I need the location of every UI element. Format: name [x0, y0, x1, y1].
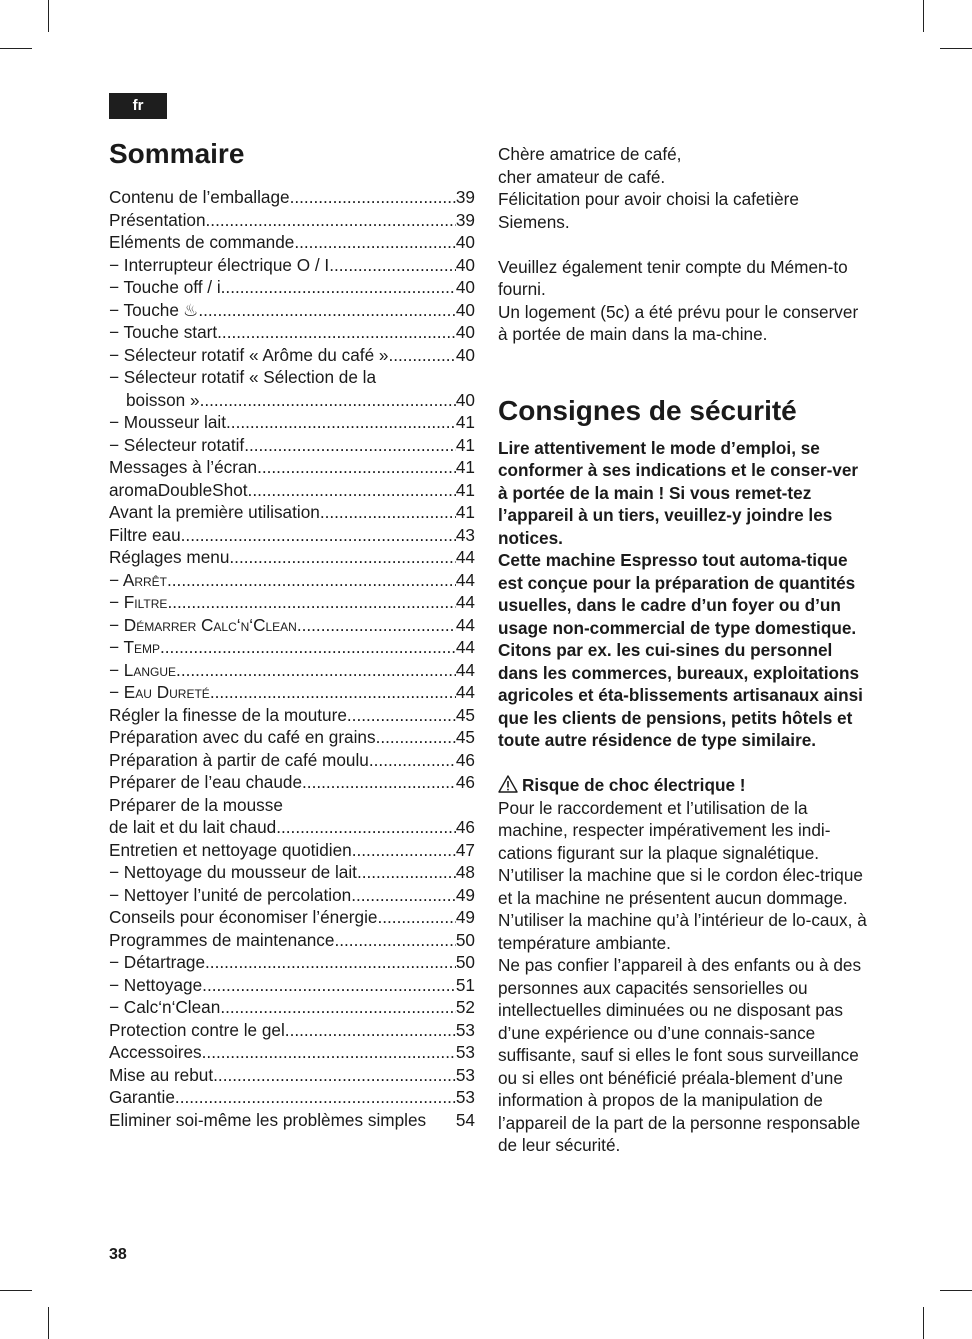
- toc-entry[interactable]: Garantie ..... 53: [109, 1086, 475, 1109]
- warning-heading: Risque de choc électrique !: [498, 774, 868, 797]
- toc-entry[interactable]: − Touche ♨ ..... 40: [109, 299, 475, 322]
- steam-icon: ♨: [182, 299, 199, 320]
- crop-mark: [940, 48, 972, 49]
- warning-triangle-icon: [498, 775, 518, 793]
- toc-entry[interactable]: Entretien et nettoyage quotidien ..... 47: [109, 839, 475, 862]
- page-number: 38: [109, 1246, 127, 1263]
- toc-entry[interactable]: Réglages menu ..... 44: [109, 546, 475, 569]
- safety-intro: Lire attentivement le mode d’emploi, se conformer à ses indications et le conser-ver à portée de la main ! Si vous remet-tez l’appareil à un tiers, veuillez-y joindre les notices.: [498, 437, 859, 548]
- toc-entry[interactable]: Avant la première utilisation ..... 41: [109, 501, 475, 524]
- toc-entry[interactable]: − Touche off / i ..... 40: [109, 276, 475, 299]
- toc-entry[interactable]: Eléments de commande ..... 40: [109, 231, 475, 254]
- toc-entry[interactable]: Régler la finesse de la mouture ..... 45: [109, 704, 475, 727]
- toc-entry[interactable]: Contenu de l’emballage ..... 39: [109, 186, 475, 209]
- toc-entry[interactable]: Conseils pour économiser l’énergie ..... 49: [109, 906, 475, 929]
- toc-entry[interactable]: − Calc‘n‘Clean ..... 52: [109, 996, 475, 1019]
- toc-entry[interactable]: Accessoires ..... 53: [109, 1041, 475, 1064]
- toc-entry[interactable]: − Temp. ..... 44: [109, 636, 475, 659]
- toc-entry[interactable]: − Sélecteur rotatif « Sélection de la: [109, 367, 377, 387]
- toc-entry[interactable]: Préparer de l’eau chaude ..... 46: [109, 771, 475, 794]
- crop-mark: [48, 1307, 49, 1339]
- greeting-line: Félicitation pour avoir choisi la cafetière Siemens.: [498, 189, 799, 232]
- safety-paragraph: N’utiliser la machine que si le cordon élec-trique et la machine ne présentent aucun dommage.: [498, 865, 863, 908]
- toc-entry[interactable]: Filtre eau ..... 43: [109, 524, 475, 547]
- toc-entry[interactable]: boisson » ..... 40: [109, 389, 475, 412]
- safety-paragraph: Pour le raccordement et l’utilisation de la machine, respecter impérativement les indi-cations figurant sur la plaque signalétique.: [498, 797, 831, 863]
- toc-entry[interactable]: − Langue ..... 44: [109, 659, 475, 682]
- toc-entry[interactable]: − Démarrer Calc‘n‘Clean ..... 44: [109, 614, 475, 637]
- language-tag: fr: [109, 93, 167, 119]
- toc-entry[interactable]: − Touche start ..... 40: [109, 321, 475, 344]
- toc-entry[interactable]: − Sélecteur rotatif ..... 41: [109, 434, 475, 457]
- safety-paragraph: N’utiliser la machine qu’à l’intérieur de lo-caux, à température ambiante.: [498, 910, 867, 953]
- safety-title: Consignes de sécurité: [498, 394, 797, 426]
- toc-entry[interactable]: − Arrêt ..... 44: [109, 569, 475, 592]
- toc-entry[interactable]: Programmes de maintenance ..... 50: [109, 929, 475, 952]
- toc-entry[interactable]: − Sélecteur rotatif « Arôme du café » ..... 40: [109, 344, 475, 367]
- toc-list: [109, 186, 475, 1131]
- toc-entry[interactable]: − Nettoyage du mousseur de lait ..... 48: [109, 861, 475, 884]
- toc-entry[interactable]: − Nettoyage ..... 51: [109, 974, 475, 997]
- toc-entry[interactable]: Préparation avec du café en grains ..... 45: [109, 726, 475, 749]
- storage-note: Un logement (5c) a été prévu pour le conserver à portée de main dans la ma-chine.: [498, 301, 859, 344]
- crop-mark: [0, 48, 32, 49]
- toc-entry[interactable]: Préparation à partir de café moulu ..... 46: [109, 749, 475, 772]
- toc-entry[interactable]: Mise au rebut ..... 53: [109, 1064, 475, 1087]
- toc-title: Sommaire: [109, 138, 245, 169]
- greeting-line: cher amateur de café.: [498, 166, 666, 187]
- greeting-line: Chère amatrice de café,: [498, 144, 682, 164]
- toc-entry[interactable]: − Nettoyer l’unité de percolation ..... 49: [109, 884, 475, 907]
- toc-entry[interactable]: aromaDoubleShot ..... 41: [109, 479, 475, 502]
- toc-entry[interactable]: − Détartrage ..... 50: [109, 951, 475, 974]
- toc-column: [109, 138, 475, 1131]
- toc-entry[interactable]: − Interrupteur électrique O / I ..... 40: [109, 254, 475, 277]
- memento-note: Veuillez également tenir compte du Mémen-to fourni.: [498, 256, 848, 299]
- toc-entry[interactable]: Présentation ..... 39: [109, 209, 475, 232]
- crop-mark: [0, 1290, 32, 1291]
- toc-entry[interactable]: Messages à l’écran ..... 41: [109, 456, 475, 479]
- toc-entry[interactable]: Eliminer soi-même les problèmes simples 54: [109, 1109, 475, 1130]
- safety-paragraph: Ne pas confier l’appareil à des enfants ou à des personnes aux capacités sensorielles ou intellectuelles diminuées ou ne disposant pas d’une expérience ou d’une connais-sance suffisante, sauf si elles le font sous surveillance ou si elles ont bénéficié préala-blement d’une information à propos de la manipulation de l’appareil de la part de la personne responsable de leur sécurité.: [498, 955, 862, 1155]
- content-column: [498, 143, 868, 1157]
- crop-mark: [940, 1290, 972, 1291]
- usage-scope: Cette machine Espresso tout automa-tique est conçue pour la préparation de quantités usuelles, dans le cadre d’un foyer ou d’un usage non-commercial de type domestique. Citons par ex. les cui-sines du personnel dans les commerces, bureaux, exploitations agricoles et éta-blissements artisanaux ainsi que les clients de pensions, petits hôtels et toute autre résidence de type similaire.: [498, 550, 863, 750]
- toc-entry[interactable]: − Eau Dureté ..... 44: [109, 681, 475, 704]
- crop-mark: [923, 1307, 924, 1339]
- toc-entry[interactable]: de lait et du lait chaud ..... 46: [109, 816, 475, 839]
- toc-entry[interactable]: Préparer de la mousse: [109, 794, 283, 815]
- toc-entry[interactable]: − Filtre ..... 44: [109, 591, 475, 614]
- crop-mark: [923, 0, 924, 32]
- crop-mark: [48, 0, 49, 32]
- toc-entry[interactable]: Protection contre le gel ..... 53: [109, 1019, 475, 1042]
- toc-entry[interactable]: − Mousseur lait ..... 41: [109, 411, 475, 434]
